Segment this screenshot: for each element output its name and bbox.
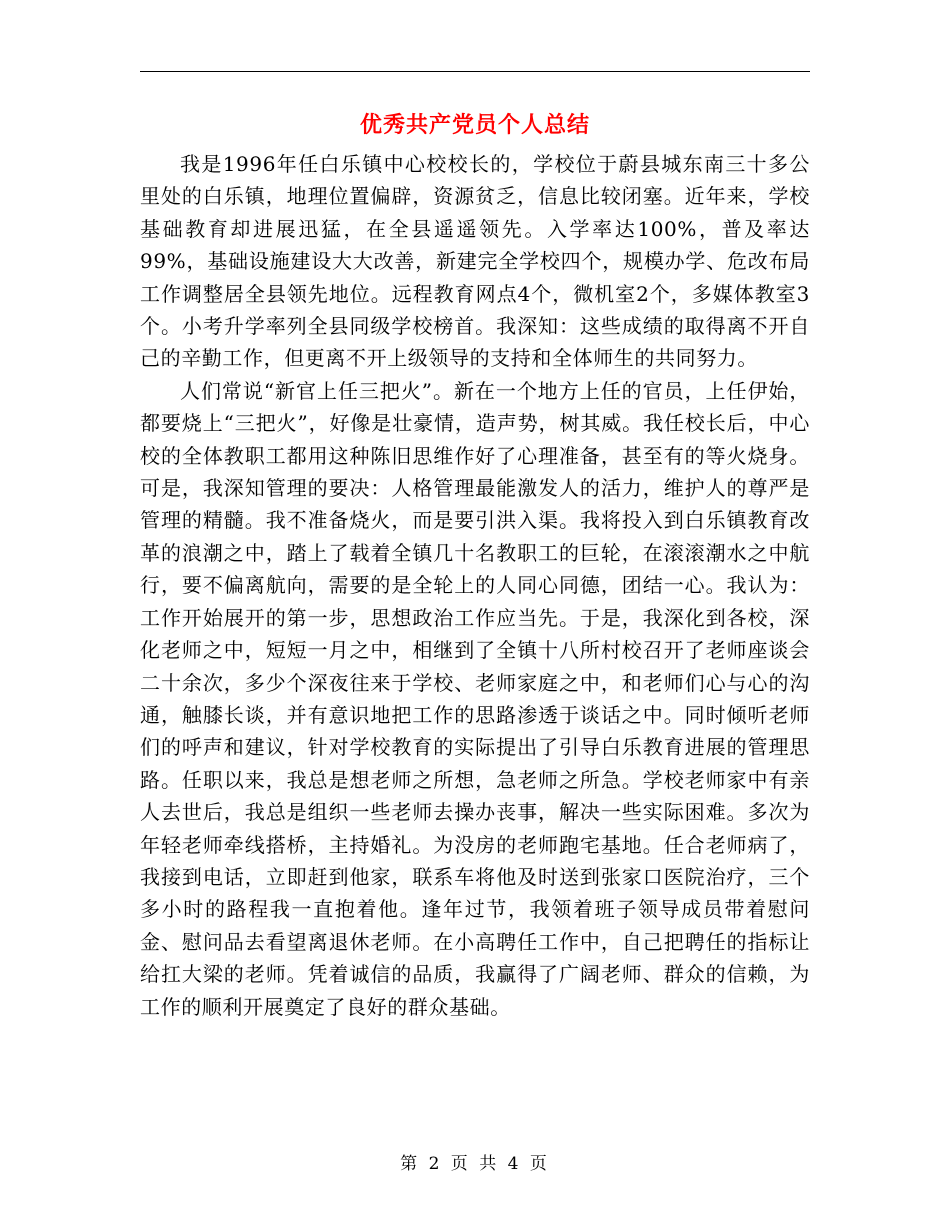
header-rule	[140, 71, 810, 72]
document-body	[140, 148, 810, 1023]
paragraph-2: 人们常说“新官上任三把火”。新在一个地方上任的官员，上任伊始，都要烧上“三把火”，好像是壮豪情，造声势，树其威。我任校长后，中心校的全体教职工都用这种陈旧思维作好了心理准备，甚至有的等火烧身。可是，我深知管理的要决：人格管理最能激发人的活力，维护人的尊严是管理的精髓。我不准备烧火，而是要引洪入渠。我将投入到白乐镇教育改革的浪潮之中，踏上了载着全镇几十名教职工的巨轮，在滚滚潮水之中航行，要不偏离航向，需要的是全轮上的人同心同德，团结一心。我认为：工作开始展开的第一步，思想政治工作应当先。于是，我深化到各校，深化老师之中，短短一月之中，相继到了全镇十八所村校召开了老师座谈会二十余次，多少个深夜往来于学校、老师家庭之中，和老师们心与心的沟通，触膝长谈，并有意识地把工作的思路渗透于谈话之中。同时倾听老师们的呼声和建议，针对学校教育的实际提出了引导白乐教育进展的管理思路。任职以来，我总是想老师之所想，急老师之所急。学校老师家中有亲人去世后，我总是组织一些老师去操办丧事，解决一些实际困难。多次为年轻老师牵线搭桥，主持婚礼。为没房的老师跑宅基地。任合老师病了，我接到电话，立即赶到他家，联系车将他及时送到张家口医院治疗，三个多小时的路程我一直抱着他。逢年过节，我领着班子领导成员带着慰问金、慰问品去看望离退休老师。在小高聘任工作中，自己把聘任的指标让给扛大梁的老师。凭着诚信的品质，我赢得了广阔老师、群众的信赖，为工作的顺利开展奠定了良好的群众基础。	[140, 378, 810, 1019]
page-number: 第 2 页 共 4 页	[400, 1154, 550, 1174]
document-title: 优秀共产党员个人总结	[359, 112, 590, 138]
paragraph-1: 我是1996年任白乐镇中心校校长的，学校位于蔚县城东南三十多公里处的白乐镇，地理位置偏辟，资源贫乏，信息比较闭塞。近年来，学校基础教育却进展迅猛，在全县遥遥领先。入学率达100%，普及率达99%，基础设施建设大大改善，新建完全学校四个，规模办学、危改布局工作调整居全县领先地位。远程教育网点4个，微机室2个，多媒体教室3个。小考升学率列全县同级学校榜首。我深知：这些成绩的取得离不开自己的辛勤工作，但更离不开上级领导的支持和全体师生的共同努力。	[140, 152, 810, 371]
